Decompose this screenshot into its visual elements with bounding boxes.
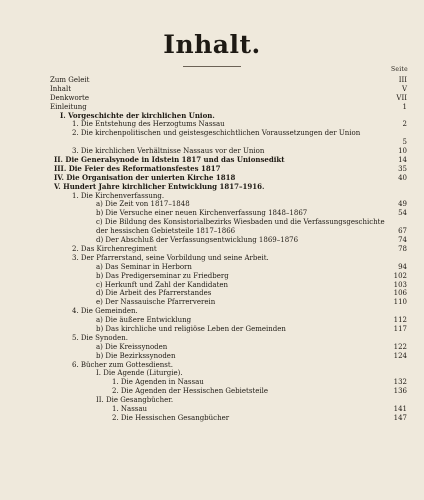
- toc-entry-title: Zum Geleit: [50, 76, 90, 84]
- toc-entry-page: 136: [393, 387, 407, 396]
- toc-entry-title: d) Der Abschluß der Verfassungsentwicklung 1869–1876: [96, 236, 299, 245]
- toc-entry-page: 122: [393, 342, 407, 351]
- toc-entry: [0, 361, 424, 370]
- toc-entry: [0, 85, 424, 94]
- toc-entry: [0, 218, 424, 236]
- toc-entry-page: 54: [398, 209, 407, 218]
- toc-entry-page: 103: [393, 280, 407, 289]
- toc-entry: [0, 183, 424, 192]
- toc-entry-title: 4. Die Gemeinden.: [72, 307, 138, 316]
- toc-entry-title: 6. Bücher zum Gottesdienst.: [72, 360, 173, 369]
- toc-entry-title: a) Die Kreissynoden: [96, 342, 168, 351]
- toc-entry-title: Einleitung: [50, 102, 87, 111]
- toc-entry-page: 10: [398, 147, 407, 156]
- toc-entry: [0, 316, 424, 325]
- toc-entry: [0, 387, 424, 396]
- toc-entry-title: b) Die Bezirkssynoden: [96, 351, 176, 360]
- toc-entry: [0, 200, 424, 209]
- toc-entry: [0, 272, 424, 281]
- toc-entry-title: 2. Die Hessischen Gesangbücher: [112, 413, 230, 422]
- toc-entry: [0, 414, 424, 423]
- toc-entry-title: e) Der Nassauische Pfarrerverein: [96, 298, 216, 307]
- toc-entry-title: 2. Die Agenden der Hessischen Gebietsteile: [112, 387, 269, 396]
- toc-entry-page: 117: [393, 324, 407, 333]
- toc-entry: [0, 343, 424, 352]
- toc-entry-title: Denkworte: [50, 93, 90, 102]
- toc-entry: [0, 378, 424, 387]
- toc-entry-title: V. Hundert Jahre kirchlicher Entwicklung 1817–1916.: [54, 181, 265, 191]
- toc-entry: [0, 120, 424, 129]
- toc-entry-title: b) Das Predigerseminar zu Friedberg: [96, 271, 229, 280]
- toc-entry-title: a) Das Seminar in Herborn: [96, 262, 192, 271]
- toc-entry: [0, 112, 424, 121]
- toc-entry-title: Inhalt: [50, 84, 72, 93]
- toc-entry: [0, 405, 424, 414]
- toc-entry-page: 110: [393, 298, 407, 307]
- page-column-header: Seite: [390, 66, 408, 73]
- toc-entry-title: b) Die Versuche einer neuen Kirchenverfassung 1848–1867: [96, 209, 308, 218]
- toc-entry-title: 1. Die Kirchenverfassung.: [72, 191, 165, 200]
- toc-entry-page: 94: [398, 262, 407, 271]
- table-of-contents: [0, 76, 424, 423]
- toc-entry-page: 147: [393, 413, 407, 422]
- toc-entry-title: 5. Die Synoden.: [72, 333, 128, 342]
- toc-entry-title: 2. Das Kirchenregiment: [72, 244, 157, 253]
- toc-entry-page: VII: [396, 93, 407, 102]
- toc-entry-title: IV. Die Organisation der unierten Kirche 1818: [54, 172, 236, 182]
- toc-entry-title: I. Vorgeschichte der kirchlichen Union.: [60, 110, 215, 120]
- toc-entry: [0, 192, 424, 201]
- toc-entry: [0, 396, 424, 405]
- toc-entry: [0, 94, 424, 103]
- toc-entry-page: 124: [393, 351, 407, 360]
- toc-entry: [0, 209, 424, 218]
- toc-entry-page: 35: [398, 164, 407, 173]
- toc-entry: [0, 129, 424, 147]
- toc-entry-title: I. Die Agende (Liturgie).: [96, 369, 183, 378]
- toc-entry: [0, 298, 424, 307]
- toc-entry: [0, 245, 424, 254]
- toc-entry-title: a) Die Zeit von 1817–1848: [96, 200, 190, 209]
- toc-entry-page: 74: [398, 236, 407, 245]
- toc-entry-page: III: [398, 76, 407, 84]
- toc-entry-page: 14: [398, 156, 407, 165]
- toc-entry-title: 3. Die kirchlichen Verhältnisse Nassaus vor der Union: [72, 147, 265, 156]
- toc-entry-title: II. Die Generalsynode in Idstein 1817 und das Unionsedikt: [54, 155, 285, 165]
- toc-entry-title: a) Die äußere Entwicklung: [96, 316, 192, 325]
- toc-entry-page: 1: [402, 102, 407, 111]
- toc-entry: [0, 254, 424, 263]
- toc-entry: [0, 281, 424, 290]
- toc-entry-title: 1. Nassau: [112, 404, 148, 413]
- toc-entry: [0, 325, 424, 334]
- toc-entry-page: 112: [393, 316, 407, 325]
- toc-entry-page: 106: [393, 289, 407, 298]
- toc-entry: [0, 263, 424, 272]
- toc-entry-page: 132: [393, 378, 407, 387]
- toc-entry: [0, 307, 424, 316]
- toc-entry-title: c) Herkunft und Zahl der Kandidaten: [96, 280, 229, 289]
- toc-entry-page: 67: [398, 227, 407, 236]
- toc-entry-title: 3. Der Pfarrerstand, seine Vorbildung und seine Arbeit.: [72, 253, 269, 262]
- toc-entry-page: V: [401, 84, 407, 93]
- toc-entry-title: 1. Die Entstehung des Herzogtums Nassau: [72, 120, 225, 129]
- toc-entry-title: III. Die Feier des Reformationsfestes 1817: [54, 163, 221, 173]
- toc-entry-page: 49: [398, 200, 407, 209]
- toc-entry: [0, 289, 424, 298]
- toc-entry-page: 5: [402, 138, 407, 147]
- page-title: Inhalt.: [163, 30, 261, 59]
- toc-entry-page: 102: [393, 271, 407, 280]
- toc-entry: [0, 369, 424, 378]
- toc-entry-page: 78: [398, 244, 407, 253]
- toc-entry: [0, 352, 424, 361]
- toc-entry-page: 2: [402, 120, 407, 129]
- toc-entry-title: d) Die Arbeit des Pfarrerstandes: [96, 289, 212, 298]
- toc-entry: [0, 76, 424, 85]
- toc-entry-title: b) Das kirchliche und religiöse Leben der Gemeinden: [96, 324, 286, 333]
- toc-entry: [0, 236, 424, 245]
- toc-entry-title: 1. Die Agenden in Nassau: [112, 378, 204, 387]
- title-divider: [183, 66, 241, 67]
- toc-entry-title: II. Die Gesangbücher.: [96, 396, 174, 405]
- toc-entry-page: 141: [393, 404, 407, 413]
- toc-entry-title: 2. Die kirchenpolitischen und geistesgeschichtlichen Voraussetzungen der Union: [72, 129, 361, 138]
- toc-entry-title: c) Die Bildung des Konsistorialbezirks Wiesbaden und die Verfassungsgeschichte der hessischen Gebietsteile 1817–1866: [96, 218, 385, 236]
- toc-entry: [0, 334, 424, 343]
- toc-entry-page: 40: [398, 173, 407, 182]
